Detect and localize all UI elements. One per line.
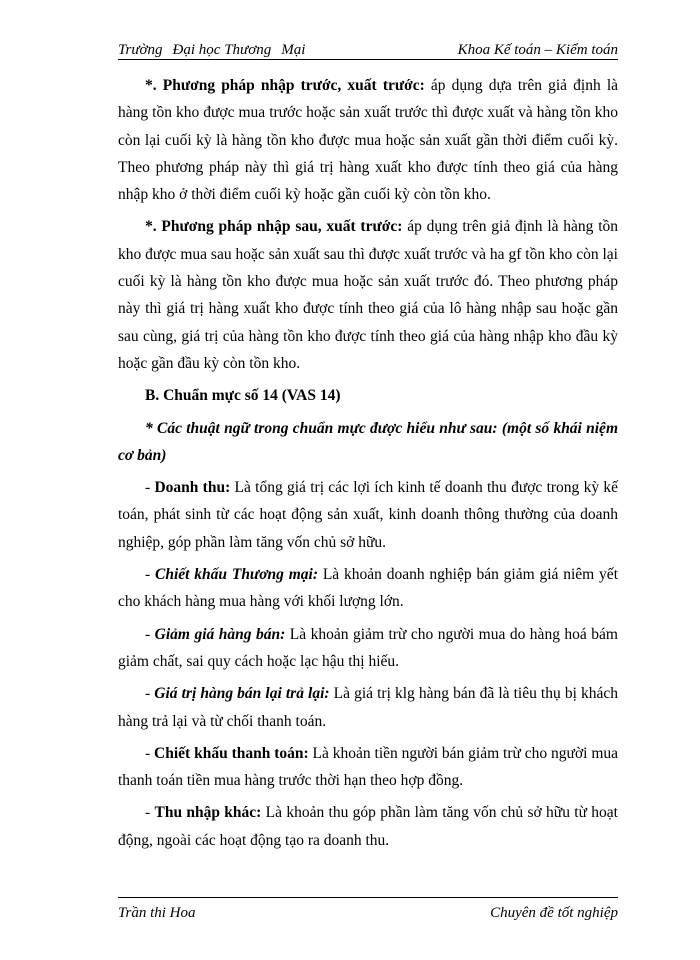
header-left-3: Mại [281,42,306,58]
revenue-text: Là tổng giá trị các lợi ích kinh tế doanh thu được trong kỳ kế toán, phát sinh từ các hoạt động sản xuất, kinh doanh thông thường của doanh nghiệp, góp phần làm tăng vốn chủ sở hữu. [118,479,618,551]
header-left-2: Đại học Thương [172,42,272,58]
document-body [118,72,618,859]
terms-heading [118,415,618,470]
sales-returns-text: Là giá trị klg hàng bán đã là tiêu thụ bị khách hàng trả lại và từ chối thanh toán. [118,685,618,730]
revenue-prefix: - [145,479,155,497]
payment-discount-label: Chiết khấu thanh toán: [154,744,309,762]
revenue-label: Doanh thu: [154,479,231,497]
trade-discount-prefix: - [145,566,155,584]
other-income-label: Thu nhập khác: [154,804,262,822]
footer-title: Chuyên đề tốt nghiệp [490,905,618,921]
lifo-text: áp dụng trên giả định là hàng tồn kho được mua sau hoặc sản xuất sau thì được xuất trước và ha gf tồn kho còn lại cuối kỳ là hàng tồn kho được mua hoặc sản xuất trước đó. Theo phương pháp này thì giá trị hàng xuất kho được tính theo giá của lô hàng nhập sau hoặc gần sau cùng, giá trị của hàng tồn kho được tính theo giá của hàng nhập kho đầu kỳ hoặc gần đầu kỳ còn tồn kho. [118,218,618,372]
other-income-prefix: - [145,804,155,822]
page-footer [118,897,618,922]
lifo-label: *. Phương pháp nhập sau, xuất trước: [145,218,403,236]
sales-returns-prefix: - [145,685,155,703]
definition-trade-discount [118,561,618,616]
sales-allowance-label: Giảm giá hàng bán: [154,625,286,643]
sales-allowance-prefix: - [145,625,155,643]
footer-author: Trần thi Hoa [118,905,196,921]
payment-discount-prefix: - [145,744,155,762]
trade-discount-label: Chiết khấu Thương mại: [155,566,319,584]
fifo-label: *. Phương pháp nhập trước, xuất trước: [145,77,425,94]
header-left [118,41,315,59]
definition-payment-discount [118,740,618,795]
definition-sales-returns [118,680,618,735]
definition-other-income [118,799,618,854]
paragraph-lifo [118,213,618,377]
paragraph-fifo [118,72,618,208]
payment-discount-text: Là khoản tiền người bán giảm trừ cho người mua thanh toán tiền mua hàng trước thời hạn theo hợp đồng. [118,744,619,790]
section-heading-text: B. Chuẩn mực số 14 (VAS 14) [145,387,341,405]
definition-sales-allowance [118,621,618,676]
definition-revenue [118,474,618,556]
section-heading [118,382,618,409]
sales-allowance-text: Là khoản giảm trừ cho người mua do hàng hoá bám giảm chất, sai quy cách hoặc lạc hậu thị hiếu. [118,625,618,670]
header-right: Khoa Kế toán – Kiểm toán [457,42,618,58]
fifo-text: áp dụng dựa trên giả định là hàng tồn kho được mua trước hoặc sản xuất trước thì được xuất và hàng tồn kho còn lại cuối kỳ là hàng tồn kho được mua hoặc sản xuất gần thời điểm cuối kỳ. Theo phương pháp này thì giá trị hàng xuất kho được tính theo giá của hàng nhập kho ở thời điểm cuối kỳ hoặc gần cuối kỳ còn tồn kho. [118,77,619,204]
other-income-text: Là khoản thu góp phần làm tăng vốn chủ sở hữu từ hoạt động, ngoài các hoạt động tạo ra doanh thu. [118,804,618,849]
sales-returns-label: Giá trị hàng bán lại trả lại: [154,685,330,703]
header-left-1: Trường [118,42,163,58]
page-header [118,41,618,60]
terms-heading-text: * Các thuật ngữ trong chuẩn mực được hiểu như sau: (một số khái niệm cơ bản) [118,419,618,464]
trade-discount-text: Là khoản doanh nghiệp bán giảm giá niêm yết cho khách hàng mua hàng với khối lượng lớn. [118,566,618,611]
